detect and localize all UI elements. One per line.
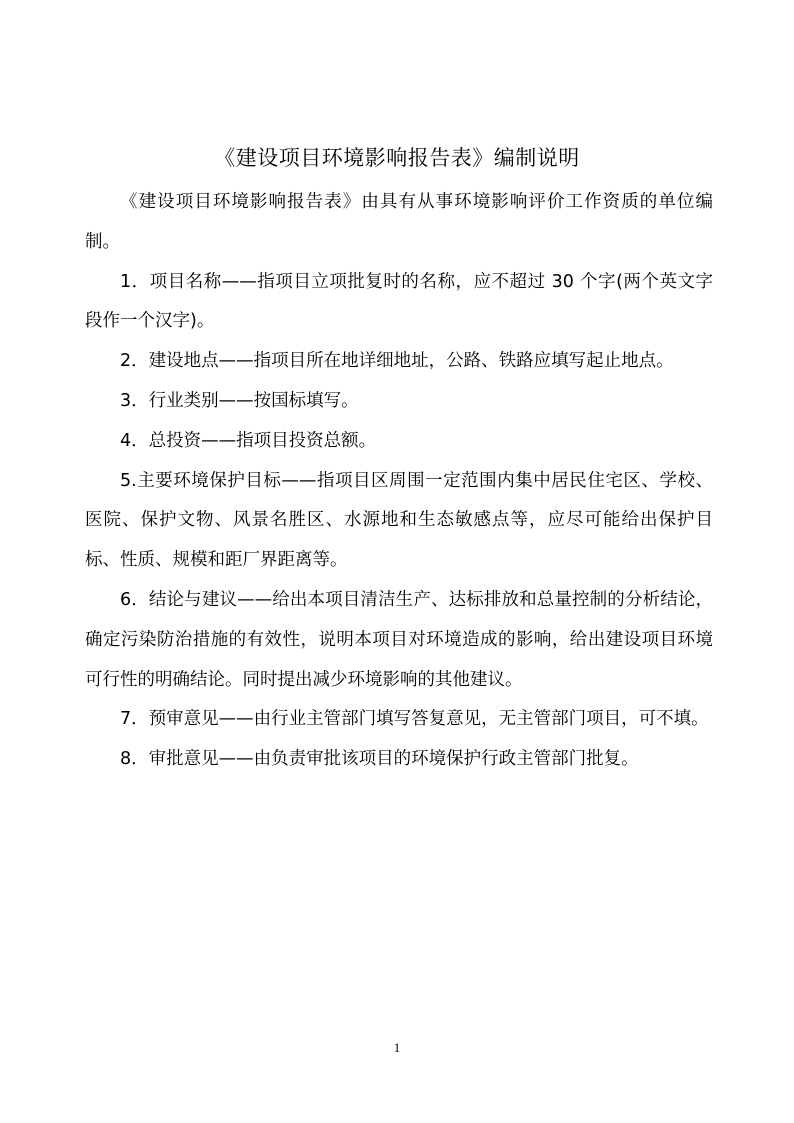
paragraph-item-4-investment: 4．总投资——指项目投资总额。 [120,430,377,451]
paragraph-item-6-conclusion: 6．结论与建议——给出本项目清洁生产、达标排放和总量控制的分析结论，确定污染防治措施的有效性，说明本项目对环境造成的影响，给出建设项目环境可行性的明确结论。同时提出减少环境影响的其他建议。 [85,589,713,690]
document-body [85,183,713,780]
page-number: 1 [393,1040,401,1055]
paragraph-intro: 《建设项目环境影响报告表》由具有从事环境影响评价工作资质的单位编制。 [85,192,713,252]
paragraph-item-8-approval: 8．审批意见——由负责审批该项目的环境保护行政主管部门批复。 [120,749,639,770]
paragraph-item-5-protection-targets: 5.主要环境保护目标——指项目区周围一定范围内集中居民住宅区、学校、医院、保护文物、风景名胜区、水源地和生态敏感点等，应尽可能给出保护目标、性质、规模和距厂界距离等。 [85,470,713,571]
paragraph-item-2-location: 2．建设地点——指项目所在地详细地址，公路、铁路应填写起止地点。 [120,351,674,372]
document-title: 《建设项目环境影响报告表》编制说明 [214,146,580,170]
paragraph-item-7-preliminary-review: 7．预审意见——由行业主管部门填写答复意见，无主管部门项目，可不填。 [120,709,709,730]
paragraph-item-3-industry: 3．行业类别——按国标填写。 [120,390,359,411]
paragraph-item-1-project-name: 1．项目名称——指项目立项批复时的名称，应不超过 30 个字(两个英文字段作一个汉字)。 [85,271,713,332]
